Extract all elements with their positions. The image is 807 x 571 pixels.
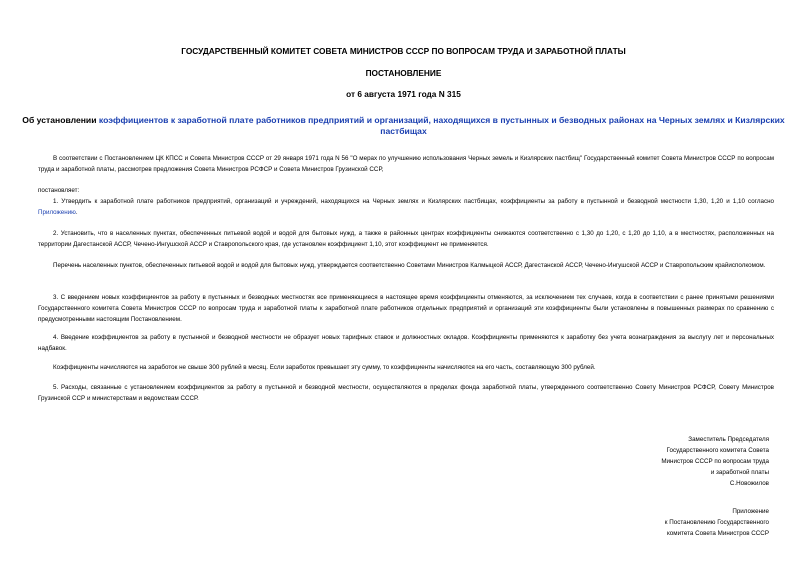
paragraph-4: 4. Введение коэффициентов за работу в пустынной и безводной местности не образует новых тарифных ставок и должностных окладов. Коэффициенты применяются к заработку без учета вознаграждения за выслугу лет и персональных надбавок. (38, 334, 774, 352)
paragraph-4-limit: Коэффициенты начисляются на заработок не свыше 300 рублей в месяц. Если заработок превышает эту сумму, то коэффициенты начисляются на его часть, составляющую 300 рублей. (53, 364, 596, 371)
signature-line: Государственного комитета Совета (666, 447, 769, 454)
paragraph-2-list: Перечень населенных пунктов, обеспеченных питьевой водой и водой для бытовых нужд, утверждается соответственно Советами Министров Калмыцкой АССР, Дагестанской АССР, Чечено-Ингушской АССР и Ставропольским крайисполкомом. (53, 262, 766, 269)
signature-line: Заместитель Председателя (688, 436, 769, 443)
document-date: от 6 августа 1971 года N 315 (346, 89, 461, 99)
intro-paragraph: В соответствии с Постановлением ЦК КПСС и Совета Министров СССР от 29 января 1971 года N 56 "О мерах по улучшению использования Черных земель и Кизлярских пастбищ" Государственный комитет Совета Министров СССР по вопросам труда и заработной платы, рассмотрев предложения Совета Министров РСФСР и Совета Министров Грузинской ССР, (38, 155, 774, 173)
signature-name: С.Новожилов (729, 480, 769, 487)
signature-line: Министров СССР по вопросам труда (661, 458, 769, 465)
title-link[interactable]: коэффициентов к заработной плате работников предприятий и организаций, находящихся в пустынных и безводных районах на Черных землях и Кизлярских пастбищах (98, 115, 785, 136)
signature-block (569, 434, 769, 489)
appendix-block (569, 506, 769, 539)
appendix-line: к Постановлению Государственного (664, 519, 769, 526)
paragraph-1-end: . (75, 209, 78, 216)
appendix-line: комитета Совета Министров СССР (667, 530, 769, 537)
appendix-line: Приложение (732, 508, 769, 515)
paragraph-3: 3. С введением новых коэффициентов за работу в пустынных и безводных местностях все применяющиеся в настоящее время коэффициенты отменяются, за исключением тех случаев, когда в соответствии с ранее принятыми решениями Государственного комитета Совета Министров СССР по вопросам труда и заработной платы к заработной плате работников отдельных предприятий и организаций эти коэффициенты были установлены в повышенных размерах по сравнению с предусмотренными настоящим Постановлением. (38, 294, 774, 323)
signature-line: и заработной платы (710, 469, 769, 476)
paragraph-5: 5. Расходы, связанные с установлением коэффициентов за работу в пустынной и безводной местности, осуществляются в пределах фонда заработной платы, утвержденного соответственно Совету Министров РСФСР, Совету Министров Грузинской ССР и министерствам и ведомствам СССР. (38, 384, 774, 402)
committee-heading: ГОСУДАРСТВЕННЫЙ КОМИТЕТ СОВЕТА МИНИСТРОВ СССР ПО ВОПРОСАМ ТРУДА И ЗАРАБОТНОЙ ПЛАТЫ (181, 46, 626, 56)
paragraph-2: 2. Установить, что в населенных пунктах, обеспеченных питьевой водой и водой для бытовых нужд, а также в районных центрах коэффициенты снижаются соответственно с 1,30 до 1,20, с 1,20 до 1,10, а в местностях, расположенных на территории Дагестанской АССР, Чечено-Ингушской АССР и Ставропольского края, где установлен коэффициент 1,10, этот коэффициент не применяется. (38, 230, 774, 248)
paragraph-1-text: 1. Утвердить к заработной плате работников предприятий, организаций и учреждений, находящихся на Черных землях и Кизлярских пастбищах, коэффициенты за работу в пустынной и безводной местности 1,30, 1,20 и 1,10 согласно (53, 198, 774, 205)
resolves-line: постановляет: (38, 187, 80, 194)
appendix-link[interactable]: Приложению (38, 209, 76, 216)
paragraph-1 (38, 196, 774, 218)
document-type: ПОСТАНОВЛЕНИЕ (365, 68, 442, 78)
title-prefix: Об установлении (22, 115, 99, 125)
document-title (20, 115, 787, 137)
